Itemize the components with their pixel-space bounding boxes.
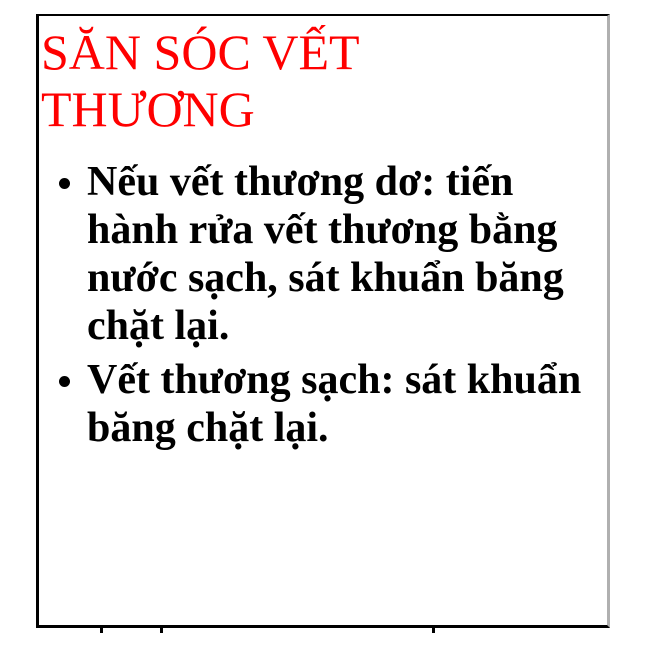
- border-tick-mark: [160, 627, 163, 633]
- slide-title: SĂN SÓC VẾT THƯƠNG: [41, 24, 359, 137]
- bullet-item: [49, 356, 605, 452]
- slide-frame: [36, 14, 610, 628]
- bullet-item: [49, 158, 605, 350]
- bullet-list: [49, 158, 605, 458]
- bullet-dot-icon: [59, 178, 70, 189]
- bullet-dot-icon: [59, 376, 70, 387]
- border-tick-mark: [432, 627, 435, 633]
- bullet-text: Nếu vết thương dơ: tiến hành rửa vết thương bằng nước sạch, sát khuẩn băng chặt lại.: [87, 159, 564, 349]
- border-tick-mark: [100, 627, 103, 633]
- bullet-text: Vết thương sạch: sát khuẩn băng chặt lại.: [87, 357, 582, 451]
